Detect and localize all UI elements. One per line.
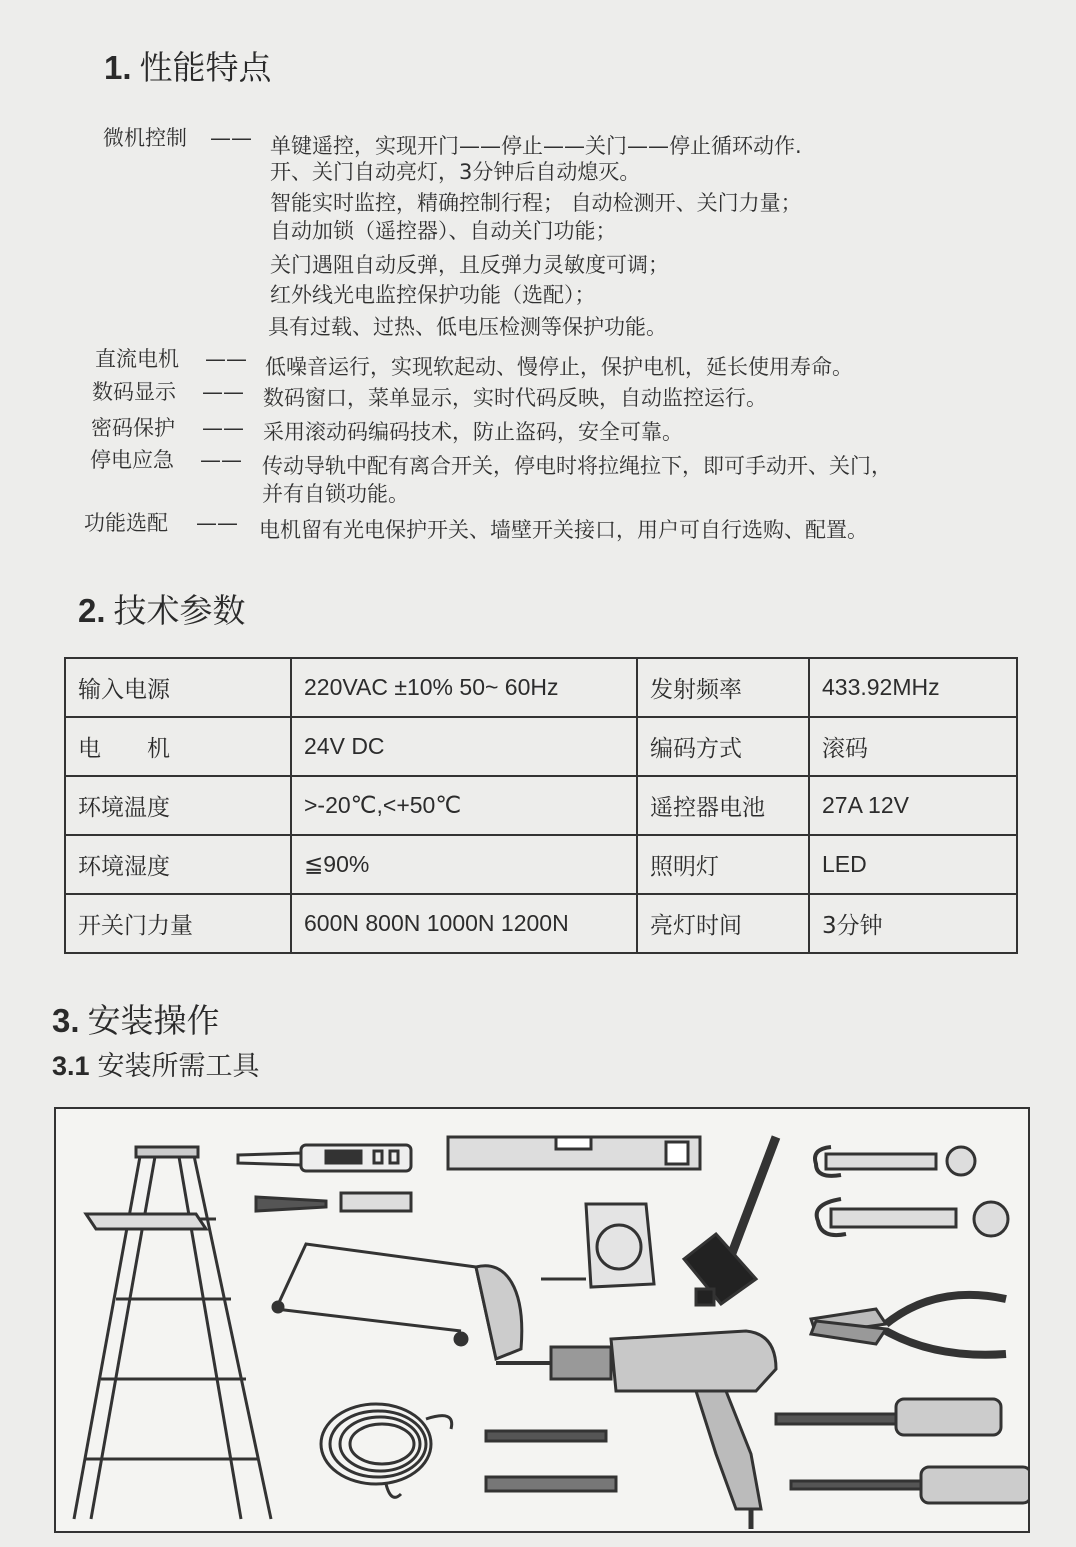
spec-label: 编码方式 — [637, 717, 809, 776]
tools-illustration — [54, 1107, 1030, 1533]
table-row — [65, 776, 1017, 835]
section3-1-title: 安装所需工具 — [97, 1051, 260, 1082]
wrench-icon — [815, 1147, 1008, 1236]
spirit-level-icon — [448, 1137, 700, 1169]
section1-title: 性能特点 — [139, 48, 272, 87]
screw-anchor-icon — [256, 1193, 411, 1211]
section3-1-number: 3.1 — [52, 1051, 90, 1081]
pliers-icon — [811, 1295, 1006, 1355]
spec-label: 亮灯时间 — [637, 894, 809, 953]
spec-value: 433.92MHz — [809, 658, 1017, 717]
spec-value: >-20℃,<+50℃ — [291, 776, 637, 835]
feature-line: 智能实时监控，精确控制行程； 自动检测开、关门力量； — [270, 191, 802, 215]
spec-value: 600N 800N 1000N 1200N — [291, 894, 637, 953]
spec-label: 环境湿度 — [65, 835, 291, 894]
table-row — [65, 717, 1017, 776]
spec-value: ≦90% — [291, 835, 637, 894]
spec-label: 遥控器电池 — [637, 776, 809, 835]
spec-value: 27A 12V — [809, 776, 1017, 835]
table-row — [65, 835, 1017, 894]
spec-value: 3分钟 — [809, 894, 1017, 953]
cable-coil-icon — [321, 1404, 452, 1497]
feature-dash: —— — [202, 416, 244, 440]
spec-label: 环境温度 — [65, 776, 291, 835]
table-row — [65, 894, 1017, 953]
table-row — [65, 658, 1017, 717]
hacksaw-icon — [273, 1244, 522, 1359]
feature-line: 自动加锁（遥控器）、自动关门功能； — [270, 219, 617, 243]
section3-title: 安装操作 — [87, 1001, 220, 1040]
feature-line: 低噪音运行，实现软起动、慢停止，保护电机，延长使用寿命。 — [265, 355, 853, 379]
tape-measure-icon — [541, 1204, 654, 1287]
section2-title: 技术参数 — [113, 591, 246, 630]
spec-label: 发射频率 — [637, 658, 809, 717]
section3-1-heading — [52, 1044, 260, 1083]
feature-dash: —— — [200, 448, 242, 472]
feature-dash: —— — [210, 126, 252, 150]
feature-line: 数码窗口，菜单显示，实时代码反映，自动监控运行。 — [263, 386, 767, 410]
section1-number: 1. — [104, 49, 132, 86]
feature-dash: —— — [205, 347, 247, 371]
test-pen-icon — [238, 1145, 411, 1171]
feature-label: 直流电机 — [95, 347, 179, 371]
feature-line: 关门遇阻自动反弹，且反弹力灵敏度可调； — [270, 253, 669, 277]
section3-heading — [52, 995, 220, 1042]
spec-label: 输入电源 — [65, 658, 291, 717]
screwdriver-icon — [776, 1399, 1028, 1503]
feature-label: 功能选配 — [84, 511, 168, 535]
spec-label: 电 机 — [65, 717, 291, 776]
section3-number: 3. — [52, 1002, 80, 1039]
feature-line: 电机留有光电保护开关、墙壁开关接口，用户可自行选购、配置。 — [259, 518, 868, 542]
feature-line: 开、关门自动亮灯，3分钟后自动熄灭。 — [270, 160, 641, 184]
spec-value: 24V DC — [291, 717, 637, 776]
feature-label: 微机控制 — [103, 126, 187, 150]
drill-bit-icon — [486, 1431, 616, 1491]
feature-dash: —— — [202, 380, 244, 404]
feature-label: 密码保护 — [91, 416, 175, 440]
spec-label: 开关门力量 — [65, 894, 291, 953]
feature-line: 具有过载、过热、低电压检测等保护功能。 — [268, 315, 667, 339]
feature-label: 停电应急 — [90, 448, 174, 472]
spec-value: 滚码 — [809, 717, 1017, 776]
ladder-icon — [74, 1147, 271, 1519]
spec-table — [64, 657, 1018, 954]
section1-heading — [104, 42, 272, 89]
feature-line: 单键遥控，实现开门——停止——关门——停止循环动作. — [270, 134, 802, 158]
feature-line: 传动导轨中配有离合开关，停电时将拉绳拉下，即可手动开、关门， — [262, 454, 892, 478]
feature-line: 红外线光电监控保护功能（选配）； — [270, 283, 596, 307]
spec-value: LED — [809, 835, 1017, 894]
section2-heading — [78, 585, 246, 632]
section2-number: 2. — [78, 592, 106, 629]
feature-label: 数码显示 — [92, 380, 176, 404]
feature-line: 采用滚动码编码技术，防止盗码，安全可靠。 — [263, 420, 683, 444]
feature-dash: —— — [196, 511, 238, 535]
spec-value: 220VAC ±10% 50~ 60Hz — [291, 658, 637, 717]
spec-label: 照明灯 — [637, 835, 809, 894]
feature-line: 并有自锁功能。 — [262, 482, 409, 506]
